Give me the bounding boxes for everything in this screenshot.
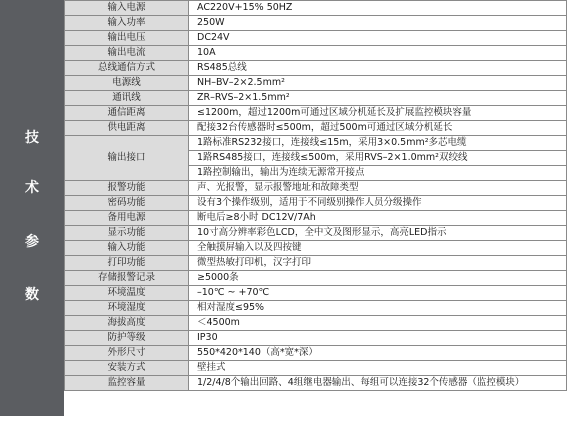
spec-label: 电源线	[65, 76, 189, 91]
table-row	[65, 181, 567, 196]
table-row	[65, 361, 567, 376]
spec-label: 环境湿度	[65, 301, 189, 316]
spec-value: 250W	[189, 16, 567, 31]
table-row	[65, 61, 567, 76]
table-row	[65, 106, 567, 121]
table-row	[65, 286, 567, 301]
spec-value: ≤1200m，超过1200m可通过区域分机延长及扩展监控模块容量	[189, 106, 567, 121]
spec-label: 安装方式	[65, 361, 189, 376]
table-row	[65, 271, 567, 286]
side-label-char: 术	[25, 180, 39, 196]
table-row	[65, 331, 567, 346]
spec-label: 供电距离	[65, 121, 189, 136]
table-row	[65, 121, 567, 136]
spec-value: 断电后≥8小时 DC12V/7Ah	[189, 211, 567, 226]
spec-label: 通信距离	[65, 106, 189, 121]
spec-label: 输入功能	[65, 241, 189, 256]
table-row	[65, 1, 567, 16]
spec-label: 输入电源	[65, 1, 189, 16]
spec-value: 微型热敏打印机，汉字打印	[189, 256, 567, 271]
side-label-char: 参	[25, 234, 39, 250]
table-row	[65, 316, 567, 331]
spec-label: 监控容量	[65, 376, 189, 391]
spec-value: ＜4500m	[189, 316, 567, 331]
spec-label: 报警功能	[65, 181, 189, 196]
table-row	[65, 76, 567, 91]
spec-value: 1路RS485接口，连接线≤500m，采用RVS–2×1.0mm²双绞线	[189, 151, 567, 166]
spec-label: 总线通信方式	[65, 61, 189, 76]
table-row	[65, 46, 567, 61]
table-row	[65, 31, 567, 46]
table-row	[65, 301, 567, 316]
spec-value: 声、光报警，显示报警地址和故障类型	[189, 181, 567, 196]
spec-label: 备用电源	[65, 211, 189, 226]
spec-label: 输出接口	[65, 136, 189, 181]
table-row	[65, 226, 567, 241]
spec-value: DC24V	[189, 31, 567, 46]
spec-label: 密码功能	[65, 196, 189, 211]
spec-label: 防护等级	[65, 331, 189, 346]
spec-label: 显示功能	[65, 226, 189, 241]
spec-label: 外形尺寸	[65, 346, 189, 361]
table-row	[65, 346, 567, 361]
spec-value: –10℃ ~ +70℃	[189, 286, 567, 301]
spec-label: 输出电流	[65, 46, 189, 61]
spec-label: 打印功能	[65, 256, 189, 271]
spec-value: 1/2/4/8个输出回路、4组继电器输出、每组可以连接32个传感器（监控模块）	[189, 376, 567, 391]
table-row	[65, 91, 567, 106]
spec-label: 环境温度	[65, 286, 189, 301]
spec-value: AC220V+15% 50HZ	[189, 1, 567, 16]
spec-value: 壁挂式	[189, 361, 567, 376]
spec-value: 1路标准RS232接口，连接线≤15m，采用3×0.5mm²多芯电缆	[189, 136, 567, 151]
spec-table	[64, 0, 567, 391]
spec-label: 存储报警记录	[65, 271, 189, 286]
spec-value: 设有3个操作级别，适用于不同级别操作人员分级操作	[189, 196, 567, 211]
side-label-char: 技	[25, 130, 39, 146]
spec-value: RS485总线	[189, 61, 567, 76]
spec-value: 1路控制输出，输出为连续无源常开接点	[189, 166, 567, 181]
table-row	[65, 241, 567, 256]
spec-value: ≥5000条	[189, 271, 567, 286]
spec-value: 全触摸屏输入以及四按键	[189, 241, 567, 256]
spec-value: 10寸高分辨率彩色LCD，全中文及图形显示，高亮LED指示	[189, 226, 567, 241]
spec-label: 通讯线	[65, 91, 189, 106]
table-row	[65, 376, 567, 391]
spec-value: NH–BV–2×2.5mm²	[189, 76, 567, 91]
table-row	[65, 136, 567, 151]
side-label-panel	[0, 0, 64, 416]
table-row	[65, 211, 567, 226]
spec-value: 10A	[189, 46, 567, 61]
spec-value: 550*420*140（高*宽*深）	[189, 346, 567, 361]
table-row	[65, 196, 567, 211]
table-row	[65, 16, 567, 31]
spec-label: 海拔高度	[65, 316, 189, 331]
spec-label: 输入功率	[65, 16, 189, 31]
table-row	[65, 256, 567, 271]
spec-value: ZR–RVS–2×1.5mm²	[189, 91, 567, 106]
spec-value: IP30	[189, 331, 567, 346]
spec-value: 配接32台传感器时≤500m，超过500m可通过区域分机延长	[189, 121, 567, 136]
side-label-char: 数	[25, 287, 39, 303]
spec-value: 相对湿度≤95%	[189, 301, 567, 316]
spec-label: 输出电压	[65, 31, 189, 46]
